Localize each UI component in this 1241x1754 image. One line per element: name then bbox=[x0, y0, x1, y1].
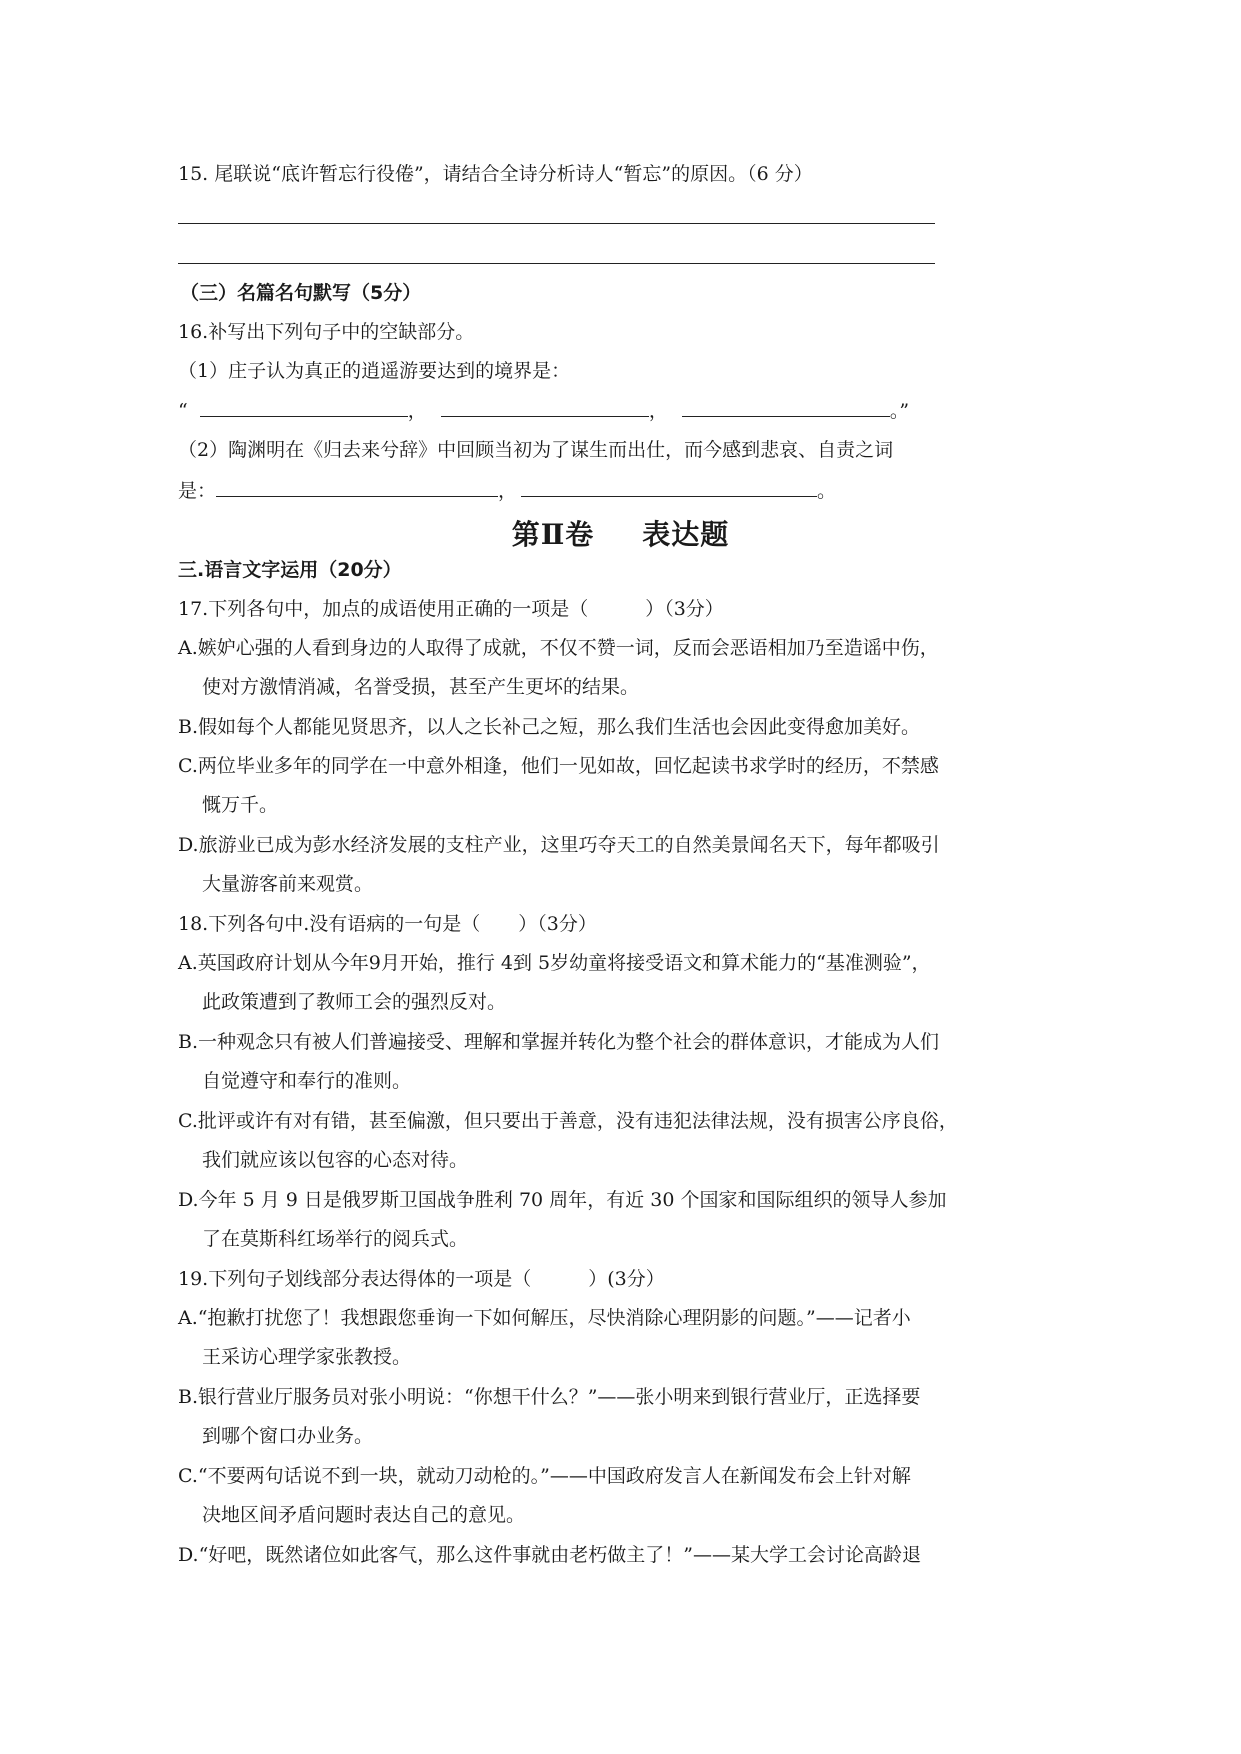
q18-option-b: B.一种观念只有被人们普遍接受、理解和掌握并转化为整个社会的群体意识，才能成为人们 bbox=[178, 1031, 940, 1053]
fill-blank-2[interactable] bbox=[441, 396, 649, 417]
q19-option-d: D.“好吧，既然诸位如此客气，那么这件事就由老朽做主了！”——某大学工会讨论高龄退 bbox=[178, 1544, 922, 1566]
lead-text: 是： bbox=[178, 480, 217, 502]
q16-item1-blanks bbox=[178, 396, 909, 425]
q18-option-d-cont: 了在莫斯科红场举行的阅兵式。 bbox=[202, 1228, 469, 1250]
q16-item2-blanks bbox=[178, 476, 836, 505]
q15-answer-line-2 bbox=[178, 263, 935, 264]
part2-title-right: 表达题 bbox=[642, 518, 730, 551]
q16-item2-prompt: （2）陶渊明在《归去来兮辞》中回顾当初为了谋生而出仕，而今感到悲哀、自责之词 bbox=[178, 439, 894, 461]
q17-option-c: C.两位毕业多年的同学在一中意外相逢，他们一见如故，回忆起读书求学时的经历，不禁感 bbox=[178, 755, 939, 777]
q16-item1-prompt: （1）庄子认为真正的逍遥游要达到的境界是： bbox=[178, 360, 571, 382]
q17-option-d-cont: 大量游客前来观赏。 bbox=[202, 873, 374, 895]
separator: ， bbox=[648, 400, 668, 422]
q16-stem: 16.补写出下列句子中的空缺部分。 bbox=[178, 321, 475, 343]
fill-blank-5[interactable] bbox=[521, 476, 817, 497]
q17-option-a: A.嫉妒心强的人看到身边的人取得了成就，不仅不赞一词，反而会恶语相加乃至造谣中伤， bbox=[178, 637, 939, 659]
q18-option-b-cont: 自觉遵守和奉行的准则。 bbox=[202, 1070, 412, 1092]
q17-option-c-cont: 慨万千。 bbox=[202, 794, 279, 816]
q19-option-c-cont: 决地区间矛盾问题时表达自己的意见。 bbox=[202, 1504, 526, 1526]
q18-option-c-cont: 我们就应该以包容的心态对待。 bbox=[202, 1149, 469, 1171]
q19-option-b-cont: 到哪个窗口办业务。 bbox=[202, 1425, 374, 1447]
q18-stem: 18.下列各句中.没有语病的一句是（ ）（3分） bbox=[178, 913, 597, 935]
q18-option-d: D.今年 5 月 9 日是俄罗斯卫国战争胜利 70 周年，有近 30 个国家和国际组织的领导人参加 bbox=[178, 1189, 947, 1211]
separator: ， bbox=[498, 480, 518, 502]
q18-option-a: A.英国政府计划从今年9月开始，推行 4到 5岁幼童将接受语文和算术能力的“基准测验”， bbox=[178, 952, 931, 974]
q17-option-a-cont: 使对方激情消减，名誉受损，甚至产生更坏的结果。 bbox=[202, 676, 640, 698]
q18-option-a-cont: 此政策遭到了教师工会的强烈反对。 bbox=[202, 991, 507, 1013]
q17-stem: 17.下列各句中，加点的成语使用正确的一项是（ ）（3分） bbox=[178, 598, 724, 620]
fill-blank-4[interactable] bbox=[216, 476, 498, 497]
section-heading-famous-lines: （三）名篇名句默写（5分） bbox=[180, 282, 422, 304]
part2-title bbox=[0, 513, 1241, 553]
q19-option-a-cont: 王采访心理学家张教授。 bbox=[202, 1346, 412, 1368]
separator: ， bbox=[407, 400, 427, 422]
q19-option-b: B.银行营业厅服务员对张小明说：“你想干什么？”——张小明来到银行营业厅，正选择要 bbox=[178, 1386, 921, 1408]
open-quote: “ bbox=[178, 400, 188, 422]
fill-blank-3[interactable] bbox=[682, 396, 890, 417]
fill-blank-1[interactable] bbox=[200, 396, 408, 417]
q19-stem: 19.下列句子划线部分表达得体的一项是（ ）(3分） bbox=[178, 1268, 665, 1290]
q19-option-c: C.“不要两句话说不到一块，就动刀动枪的。”——中国政府发言人在新闻发布会上针对解 bbox=[178, 1465, 911, 1487]
q17-option-d: D.旅游业已成为彭水经济发展的支柱产业，这里巧夺天工的自然美景闻名天下，每年都吸引 bbox=[178, 834, 940, 856]
q15-answer-line-1 bbox=[178, 223, 935, 224]
q17-option-b: B.假如每个人都能见贤思齐，以人之长补己之短，那么我们生活也会因此变得愈加美好。 bbox=[178, 716, 921, 738]
q18-option-c: C.批评或许有对有错，甚至偏激，但只要出于善意，没有违犯法律法规，没有损害公序良俗， bbox=[178, 1110, 958, 1132]
q19-option-a: A.“抱歉打扰您了！我想跟您垂询一下如何解压，尽快消除心理阴影的问题。”——记者小 bbox=[178, 1307, 911, 1329]
section-heading-language-use: 三.语言文字运用（20分） bbox=[178, 559, 402, 581]
part2-title-left: 第Ⅱ卷 bbox=[511, 518, 595, 551]
close-quote: 。” bbox=[889, 400, 910, 422]
q15-text: 15. 尾联说“底许暂忘行役倦”，请结合全诗分析诗人“暂忘”的原因。（6 分） bbox=[178, 163, 813, 185]
period: 。 bbox=[817, 480, 837, 502]
